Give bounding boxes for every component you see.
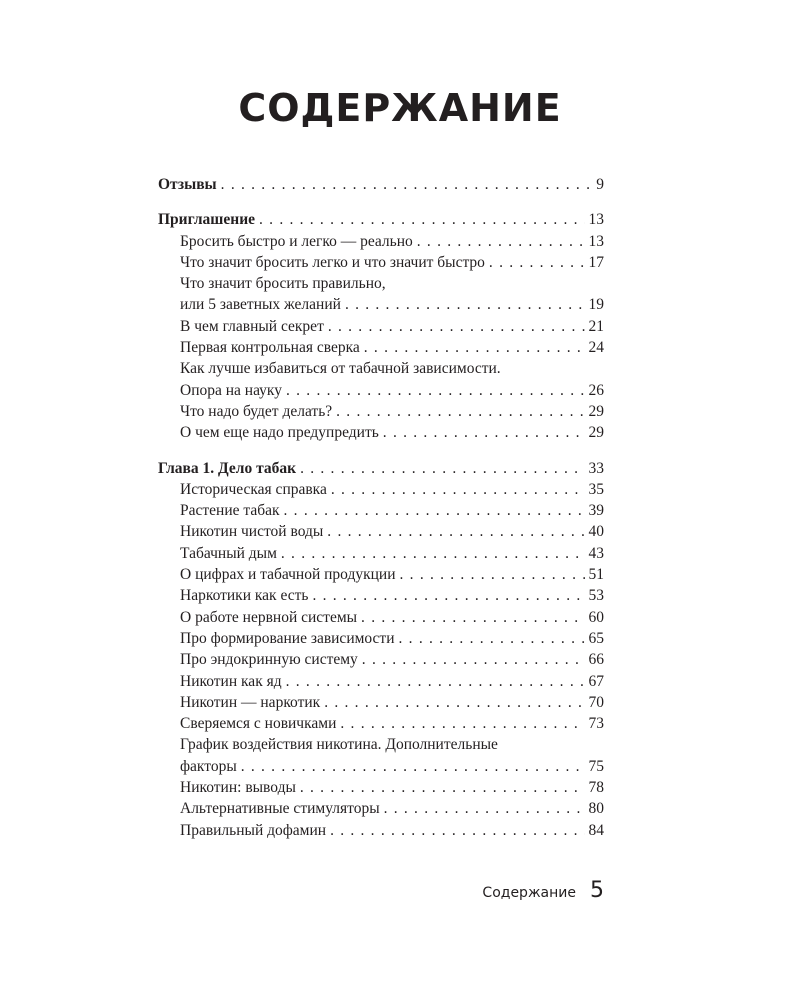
dot-leader — [312, 585, 584, 606]
entry-title: Приглашение — [158, 211, 256, 229]
toc-section — [158, 458, 604, 841]
entry-title: Глава 1. Дело табак — [158, 459, 297, 477]
entry-title: Никотин чистой воды — [180, 523, 324, 541]
page-number: 5 — [590, 878, 604, 903]
entry-title-part: Как лучше избавиться от табачной зависимости. — [180, 360, 501, 378]
entry-title: О цифрах и табачной продукции — [180, 566, 396, 584]
entry-page: 9 — [596, 176, 604, 193]
toc-subentry[interactable] — [158, 294, 604, 315]
toc-subentry[interactable] — [158, 231, 604, 252]
dot-leader — [286, 380, 585, 401]
toc-subentry[interactable] — [158, 777, 604, 798]
toc-subentry[interactable] — [158, 316, 604, 337]
entry-title: Первая контрольная сверка — [180, 339, 360, 357]
toc-subentry[interactable] — [158, 543, 604, 564]
dot-leader — [384, 798, 585, 819]
entry-page: 65 — [588, 629, 604, 647]
toc-chapter-entry[interactable] — [158, 174, 604, 195]
entry-title: Что значит бросить легко и что значит быстро — [180, 253, 485, 271]
entry-title-part: График воздействия никотина. Дополнительные — [180, 736, 498, 754]
dot-leader — [340, 713, 584, 734]
dot-leader — [361, 607, 584, 628]
entry-title: Что надо будет делать? — [180, 402, 333, 420]
entry-title: Растение табак — [180, 502, 280, 520]
entry-title: О работе нервной системы — [180, 608, 358, 626]
toc-subentry[interactable] — [158, 607, 604, 628]
toc-subentry[interactable] — [158, 401, 604, 422]
entry-page: 43 — [588, 544, 604, 562]
entry-title: Бросить быстро и легко — реально — [180, 232, 413, 250]
dot-leader — [328, 316, 585, 337]
toc-entry-first-line — [158, 273, 604, 294]
table-of-contents — [158, 174, 604, 855]
entry-page: 33 — [588, 459, 604, 477]
entry-page: 84 — [588, 821, 604, 839]
dot-leader — [327, 521, 584, 542]
page-title: СОДЕРЖАНИЕ — [238, 86, 562, 130]
entry-page: 19 — [588, 296, 604, 314]
dot-leader — [324, 692, 584, 713]
dot-leader — [383, 422, 585, 443]
entry-page: 29 — [588, 424, 604, 442]
dot-leader — [300, 458, 584, 479]
entry-title: Опора на науку — [180, 381, 282, 399]
toc-subentry[interactable] — [158, 521, 604, 542]
entry-page: 75 — [588, 757, 604, 775]
dot-leader — [286, 671, 585, 692]
dot-leader — [259, 209, 584, 230]
dot-leader — [345, 294, 585, 315]
running-footer — [482, 878, 604, 903]
toc-chapter-entry[interactable] — [158, 209, 604, 230]
entry-page: 26 — [588, 381, 604, 399]
toc-subentry[interactable] — [158, 713, 604, 734]
entry-title: Историческая справка — [180, 480, 327, 498]
entry-title-part: Что значит бросить правильно, — [180, 275, 386, 293]
entry-title: Правильный дофамин — [180, 821, 327, 839]
entry-page: 66 — [588, 651, 604, 669]
toc-section — [158, 209, 604, 443]
toc-subentry[interactable] — [158, 820, 604, 841]
entry-page: 51 — [588, 566, 604, 584]
toc-chapter-entry[interactable] — [158, 458, 604, 479]
entry-title: О чем еще надо предупредить — [180, 424, 379, 442]
entry-page: 35 — [588, 480, 604, 498]
entry-title: или 5 заветных желаний — [180, 296, 341, 314]
entry-title: факторы — [180, 757, 237, 775]
dot-leader — [362, 649, 585, 670]
toc-subentry[interactable] — [158, 337, 604, 358]
entry-title: Отзывы — [158, 176, 217, 193]
entry-page: 29 — [588, 402, 604, 420]
entry-page: 60 — [588, 608, 604, 626]
dot-leader — [489, 252, 585, 273]
toc-entry-first-line — [158, 734, 604, 755]
entry-page: 17 — [588, 253, 604, 271]
dot-leader — [221, 174, 593, 195]
entry-title: Про эндокринную систему — [180, 651, 358, 669]
toc-subentry[interactable] — [158, 479, 604, 500]
toc-subentry[interactable] — [158, 692, 604, 713]
entry-page: 67 — [588, 672, 604, 690]
dot-leader — [336, 401, 584, 422]
dot-leader — [281, 543, 585, 564]
entry-page: 24 — [588, 339, 604, 357]
toc-subentry[interactable] — [158, 798, 604, 819]
toc-subentry[interactable] — [158, 628, 604, 649]
dot-leader — [399, 628, 585, 649]
entry-title: Никотин: выводы — [180, 779, 296, 797]
entry-page: 80 — [588, 800, 604, 818]
dot-leader — [284, 500, 585, 521]
entry-title: Сверяемся с новичками — [180, 715, 337, 733]
entry-page: 53 — [588, 587, 604, 605]
entry-page: 70 — [588, 693, 604, 711]
entry-page: 13 — [588, 232, 604, 250]
toc-subentry[interactable] — [158, 500, 604, 521]
dot-leader — [241, 756, 585, 777]
dot-leader — [331, 479, 585, 500]
entry-title: Альтернативные стимуляторы — [180, 800, 380, 818]
toc-subentry[interactable] — [158, 422, 604, 443]
entry-page: 78 — [588, 779, 604, 797]
entry-page: 13 — [588, 211, 604, 229]
entry-page: 39 — [588, 502, 604, 520]
dot-leader — [330, 820, 584, 841]
toc-subentry[interactable] — [158, 585, 604, 606]
dot-leader — [300, 777, 585, 798]
toc-subentry[interactable] — [158, 380, 604, 401]
toc-entry-first-line — [158, 358, 604, 379]
toc-subentry[interactable] — [158, 564, 604, 585]
footer-label: Содержание — [482, 885, 576, 901]
toc-subentry[interactable] — [158, 649, 604, 670]
toc-subentry[interactable] — [158, 252, 604, 273]
entry-page: 21 — [588, 317, 604, 335]
entry-title: Наркотики как есть — [180, 587, 309, 605]
entry-title: Никотин как яд — [180, 672, 282, 690]
dot-leader — [417, 231, 585, 252]
toc-section — [158, 174, 604, 195]
entry-title: В чем главный секрет — [180, 317, 324, 335]
entry-page: 73 — [588, 715, 604, 733]
dot-leader — [364, 337, 585, 358]
entry-page: 40 — [588, 523, 604, 541]
toc-subentry[interactable] — [158, 756, 604, 777]
entry-title: Никотин — наркотик — [180, 693, 321, 711]
toc-subentry[interactable] — [158, 671, 604, 692]
entry-title: Табачный дым — [180, 544, 277, 562]
entry-title: Про формирование зависимости — [180, 629, 395, 647]
dot-leader — [400, 564, 585, 585]
